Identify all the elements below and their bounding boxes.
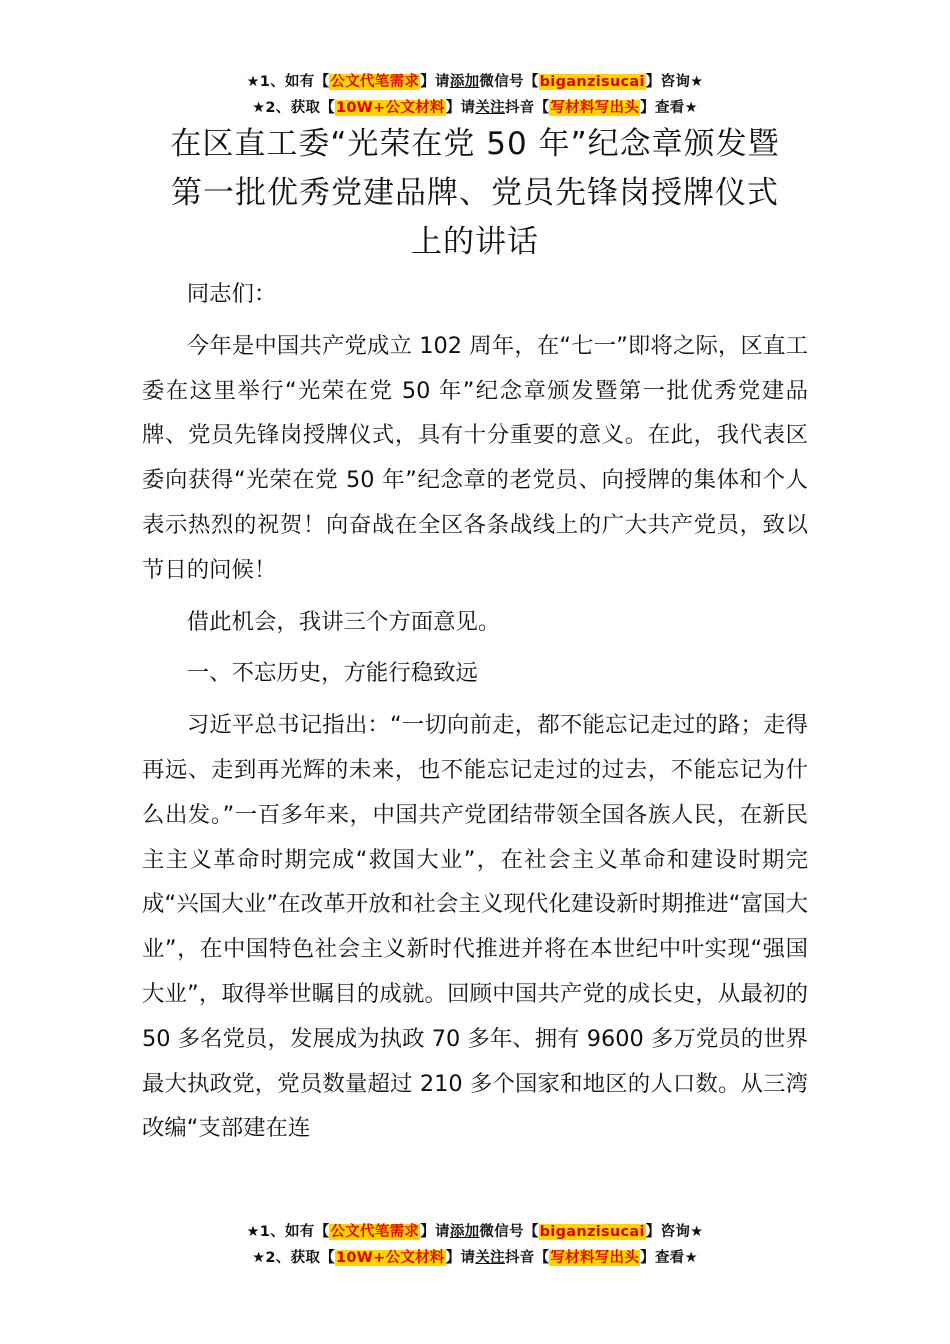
- promo-highlight: 写材料写出头: [550, 1250, 640, 1266]
- promo-text: 】请: [445, 1250, 476, 1266]
- document-body: [142, 272, 808, 1151]
- promo-highlight: biganzisucai: [539, 1224, 645, 1240]
- salutation: 同志们：: [186, 281, 277, 307]
- body-paragraph: 习近平总书记指出：“一切向前走，都不能忘记走过的路；走得再远、走到再光辉的未来，也不能忘记走过的过去，不能忘记为什么出发。”一百多年来，中国共产党团结带领全国各族人民，在新民主主义革命时期完成“救国大业”，在社会主义革命和建设时期完成“兴国大业”在改革开放和社会主义现代化建设新时期推进“富国大业”，在中国特色社会主义新时代推进并将在本世纪中叶实现“强国大业”，取得举世瞩目的成就。回顾中国共产党的成长史，从最初的 50 多名党员，发展成为执政 70 多年、拥有 9600 多万党员的世界最大执政党，党员数量超过 210 多个国家和地区的人口数。从三湾改编“支部建在连: [142, 712, 808, 1142]
- promo-text: 微信号【: [479, 1224, 539, 1240]
- promo-text: ★1、如有【: [246, 74, 330, 90]
- promo-line-2: [0, 1245, 950, 1271]
- footer-promo-banner: [0, 1219, 950, 1271]
- body-paragraph: 今年是中国共产党成立 102 周年，在“七一”即将之际，区直工委在这里举行“光荣在党 50 年”纪念章颁发暨第一批优秀党建品牌、党员先锋岗授牌仪式，具有十分重要的意义。在此，我代表区委向获得“光荣在党 50 年”纪念章的老党员、向授牌的集体和个人表示热烈的祝贺！向奋战在全区各条战线上的广大共产党员，致以节日的问候！: [142, 332, 808, 583]
- promo-underlined: 关注: [475, 1250, 505, 1266]
- promo-text: ★1、如有【: [246, 1224, 330, 1240]
- header-promo-banner: [0, 69, 950, 121]
- promo-text: ★2、获取【: [252, 100, 335, 116]
- promo-highlight: 10W+公文材料: [336, 1250, 445, 1266]
- promo-underlined: 添加: [449, 74, 480, 90]
- title-line-2: 第一批优秀党建品牌、党员先锋岗授牌仪式: [171, 175, 779, 211]
- promo-line-1: [0, 69, 950, 95]
- promo-line-1: [0, 1219, 950, 1245]
- promo-highlight: 公文代笔需求: [330, 1224, 420, 1240]
- promo-text: 抖音【: [504, 100, 550, 116]
- promo-text: 】请: [420, 74, 450, 90]
- promo-text: 】请: [445, 100, 476, 116]
- promo-highlight: biganzisucai: [539, 74, 645, 90]
- title-line-1: 在区直工委“光荣在党 50 年”纪念章颁发暨: [170, 126, 780, 162]
- promo-highlight: 10W+公文材料: [336, 100, 445, 116]
- promo-text: ★2、获取【: [252, 1250, 335, 1266]
- promo-text: 微信号【: [479, 74, 539, 90]
- promo-text: 】查看★: [640, 1250, 698, 1266]
- body-paragraph: 借此机会，我讲三个方面意见。: [186, 608, 501, 635]
- promo-underlined: 关注: [475, 100, 505, 116]
- section-heading: 一、不忘历史，方能行稳致远: [186, 660, 478, 687]
- promo-text: 】咨询★: [645, 1224, 704, 1240]
- promo-text: 】请: [420, 1224, 450, 1240]
- title-line-3: 上的讲话: [411, 224, 539, 260]
- promo-highlight: 公文代笔需求: [330, 74, 420, 90]
- promo-text: 抖音【: [504, 1250, 550, 1266]
- promo-line-2: [0, 95, 950, 121]
- promo-underlined: 添加: [449, 1224, 480, 1240]
- promo-text: 】查看★: [640, 100, 698, 116]
- promo-text: 】咨询★: [645, 74, 704, 90]
- document-title: [0, 120, 950, 267]
- promo-highlight: 写材料写出头: [550, 100, 640, 116]
